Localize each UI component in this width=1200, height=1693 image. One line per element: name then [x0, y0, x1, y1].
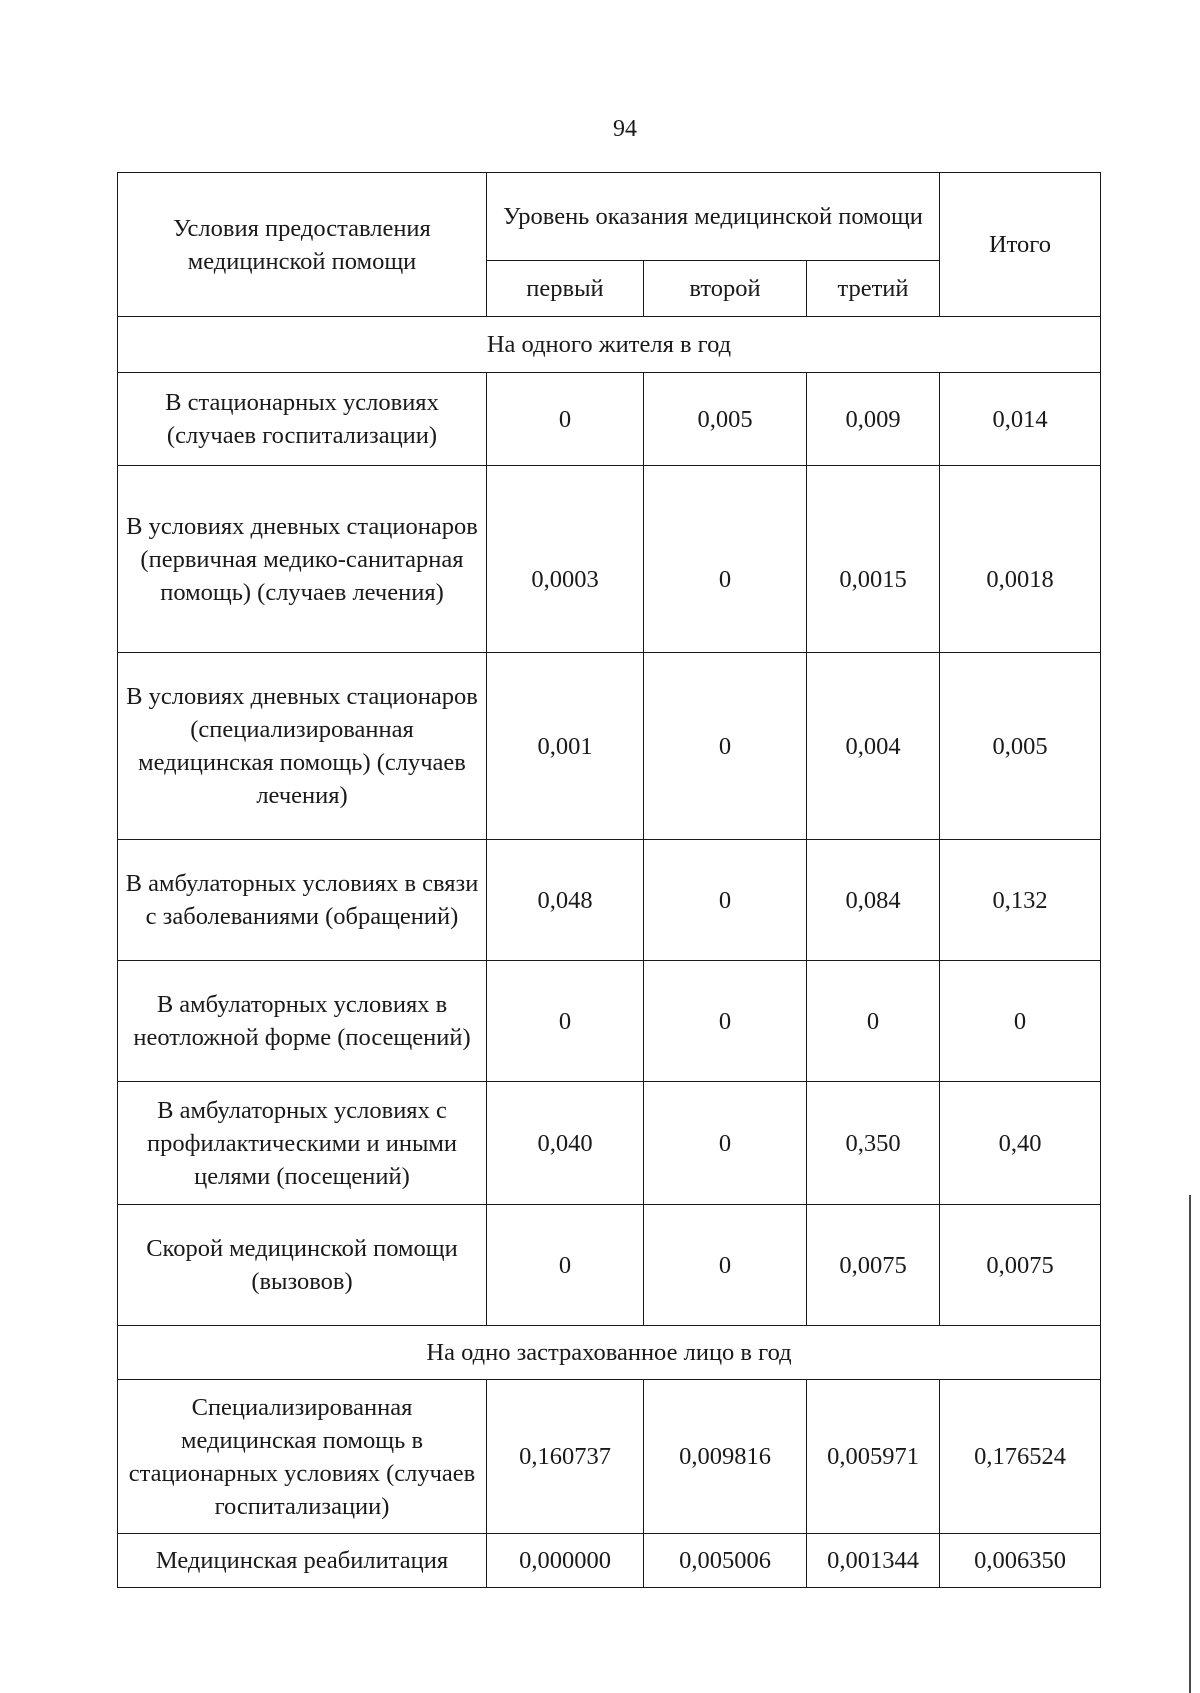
cell-second: 0	[644, 961, 807, 1082]
row-label: В амбулаторных условиях в связи с заболеваниями (обращений)	[118, 840, 487, 961]
section-title: На одно застрахованное лицо в год	[118, 1326, 1101, 1380]
table-row	[118, 840, 1101, 961]
row-label: Медицинская реабилитация	[118, 1534, 487, 1588]
cell-second: 0	[644, 1205, 807, 1326]
data-table	[117, 172, 1101, 1588]
row-label: В условиях дневных стационаров (первичная медико-санитарная помощь) (случаев лечения)	[118, 466, 487, 653]
cell-second: 0	[644, 840, 807, 961]
row-label: Специализированная медицинская помощь в стационарных условиях (случаев госпитализации)	[118, 1380, 487, 1534]
cell-third: 0,084	[807, 840, 940, 961]
cell-first: 0,0003	[487, 466, 644, 653]
section-title: На одного жителя в год	[118, 317, 1101, 373]
cell-third: 0,005971	[807, 1380, 940, 1534]
cell-first: 0	[487, 1205, 644, 1326]
cell-total: 0	[940, 961, 1101, 1082]
table-row	[118, 373, 1101, 466]
cell-first: 0,000000	[487, 1534, 644, 1588]
header-third: третий	[807, 261, 940, 317]
row-label: В амбулаторных условиях в неотложной форме (посещений)	[118, 961, 487, 1082]
table-row	[118, 1205, 1101, 1326]
cell-second: 0	[644, 1082, 807, 1205]
cell-total: 0,014	[940, 373, 1101, 466]
row-label: В амбулаторных условиях с профилактическими и иными целями (посещений)	[118, 1082, 487, 1205]
header-first: первый	[487, 261, 644, 317]
cell-total: 0,006350	[940, 1534, 1101, 1588]
cell-second: 0,005006	[644, 1534, 807, 1588]
table-row	[118, 466, 1101, 653]
cell-total: 0,0075	[940, 1205, 1101, 1326]
table-row	[118, 1380, 1101, 1534]
cell-first: 0,160737	[487, 1380, 644, 1534]
cell-second: 0,009816	[644, 1380, 807, 1534]
cell-total: 0,176524	[940, 1380, 1101, 1534]
cell-second: 0	[644, 466, 807, 653]
cell-total: 0,005	[940, 653, 1101, 840]
table-row	[118, 653, 1101, 840]
header-total: Итого	[940, 173, 1101, 317]
cell-first: 0,048	[487, 840, 644, 961]
header-second: второй	[644, 261, 807, 317]
table-row	[118, 1534, 1101, 1588]
cell-first: 0,001	[487, 653, 644, 840]
header-conditions: Условия предоставления медицинской помощи	[118, 173, 487, 317]
scan-edge-line	[1189, 1195, 1191, 1693]
cell-third: 0,350	[807, 1082, 940, 1205]
cell-third: 0,004	[807, 653, 940, 840]
header-level: Уровень оказания медицинской помощи	[487, 173, 940, 261]
table-row	[118, 1082, 1101, 1205]
row-label: В условиях дневных стационаров (специализированная медицинская помощь) (случаев лечения)	[118, 653, 487, 840]
cell-total: 0,40	[940, 1082, 1101, 1205]
row-label: Скорой медицинской помощи (вызовов)	[118, 1205, 487, 1326]
header-row	[118, 173, 1101, 261]
section-row	[118, 317, 1101, 373]
cell-third: 0,001344	[807, 1534, 940, 1588]
cell-first: 0	[487, 961, 644, 1082]
row-label: В стационарных условиях (случаев госпитализации)	[118, 373, 487, 466]
cell-first: 0	[487, 373, 644, 466]
cell-second: 0	[644, 653, 807, 840]
cell-third: 0,009	[807, 373, 940, 466]
section-row	[118, 1326, 1101, 1380]
cell-first: 0,040	[487, 1082, 644, 1205]
cell-third: 0,0075	[807, 1205, 940, 1326]
page-number: 94	[613, 116, 637, 142]
cell-third: 0	[807, 961, 940, 1082]
cell-total: 0,0018	[940, 466, 1101, 653]
cell-third: 0,0015	[807, 466, 940, 653]
cell-second: 0,005	[644, 373, 807, 466]
cell-total: 0,132	[940, 840, 1101, 961]
table-row	[118, 961, 1101, 1082]
